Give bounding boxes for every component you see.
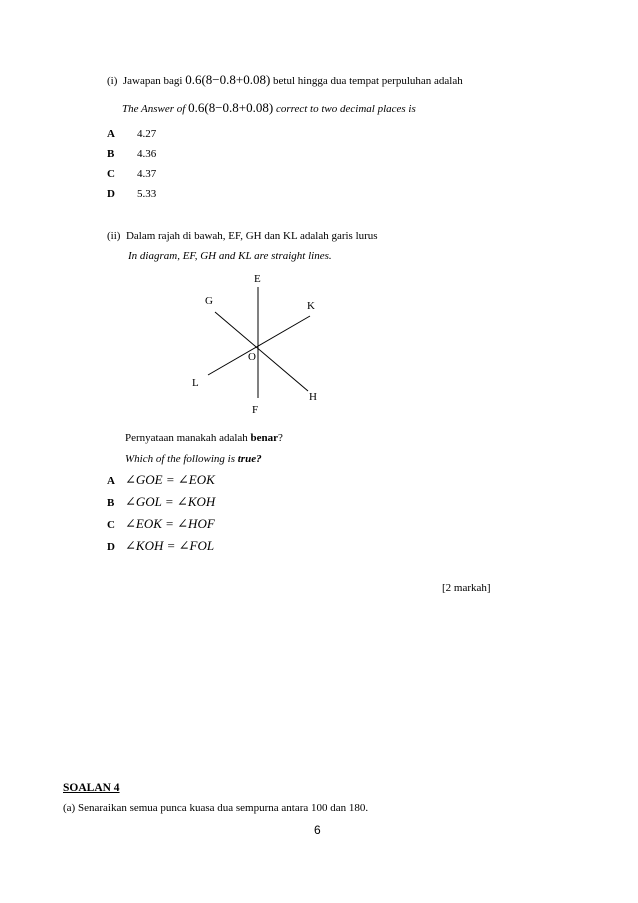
option-letter: A: [107, 475, 115, 487]
question-ii-malay-text: Dalam rajah di bawah, EF, GH dan KL adalah garis lurus: [125, 230, 378, 242]
question-i-expression-english: 0.6(8−0.8+0.08): [188, 100, 274, 115]
question-i-malay-suffix: betul hingga dua tempat perpuluhan adalah: [273, 75, 463, 87]
question-i-label: (i): [107, 75, 118, 87]
label-o: O: [248, 351, 256, 363]
option-angle-equation: ∠EOK = ∠HOF: [125, 516, 215, 531]
question-i-expression: 0.6(8−0.8+0.08): [185, 72, 271, 87]
option-letter: B: [107, 497, 115, 509]
option-angle-equation: ∠KOH = ∠FOL: [125, 538, 215, 553]
prompt-malay-bold: benar: [250, 432, 279, 444]
prompt-english-suffix: ?: [256, 453, 262, 465]
option-angle-equation: ∠GOE = ∠EOK: [125, 472, 215, 487]
option-letter: C: [107, 168, 115, 180]
option-value: 4.36: [137, 148, 157, 160]
option-value: 4.27: [137, 128, 157, 140]
prompt-malay-prefix: Pernyataan manakah adalah: [125, 432, 248, 444]
option-value: 4.37: [137, 168, 157, 180]
line-gh: [215, 312, 308, 391]
label-g: G: [205, 295, 213, 307]
question-ii-english-text: In diagram, EF, GH and KL are straight lines.: [128, 250, 332, 262]
question-i-english-prefix: The Answer of: [122, 103, 186, 115]
label-k: K: [307, 300, 315, 312]
question-ii-label: (ii): [107, 230, 121, 242]
label-e: E: [254, 273, 261, 285]
question-i-english-suffix: correct to two decimal places is: [275, 103, 416, 115]
question-ii-prompt-english: [125, 453, 262, 465]
question-ii-prompt-malay: [125, 432, 283, 444]
line-kl: [208, 316, 310, 375]
marks-label: [2 markah]: [442, 582, 491, 594]
prompt-english-prefix: Which of the following is: [125, 453, 235, 465]
label-f: F: [252, 404, 259, 416]
option-letter: A: [107, 128, 115, 140]
section-heading: SOALAN 4: [63, 782, 120, 794]
prompt-malay-suffix: ?: [278, 432, 283, 444]
page-number: 6: [314, 823, 321, 837]
option-angle-equation: ∠GOL = ∠KOH: [125, 494, 216, 509]
option-letter: D: [107, 188, 115, 200]
label-h: H: [309, 391, 317, 403]
option-letter: B: [107, 148, 115, 160]
option-letter: C: [107, 519, 115, 531]
label-l: L: [192, 377, 199, 389]
question-i-malay-prefix: Jawapan bagi: [122, 75, 183, 87]
option-letter: D: [107, 541, 115, 553]
question-4a-text: (a) Senaraikan semua punca kuasa dua sempurna antara 100 dan 180.: [63, 802, 369, 814]
prompt-english-bold: true: [237, 453, 257, 465]
option-value: 5.33: [137, 188, 157, 200]
